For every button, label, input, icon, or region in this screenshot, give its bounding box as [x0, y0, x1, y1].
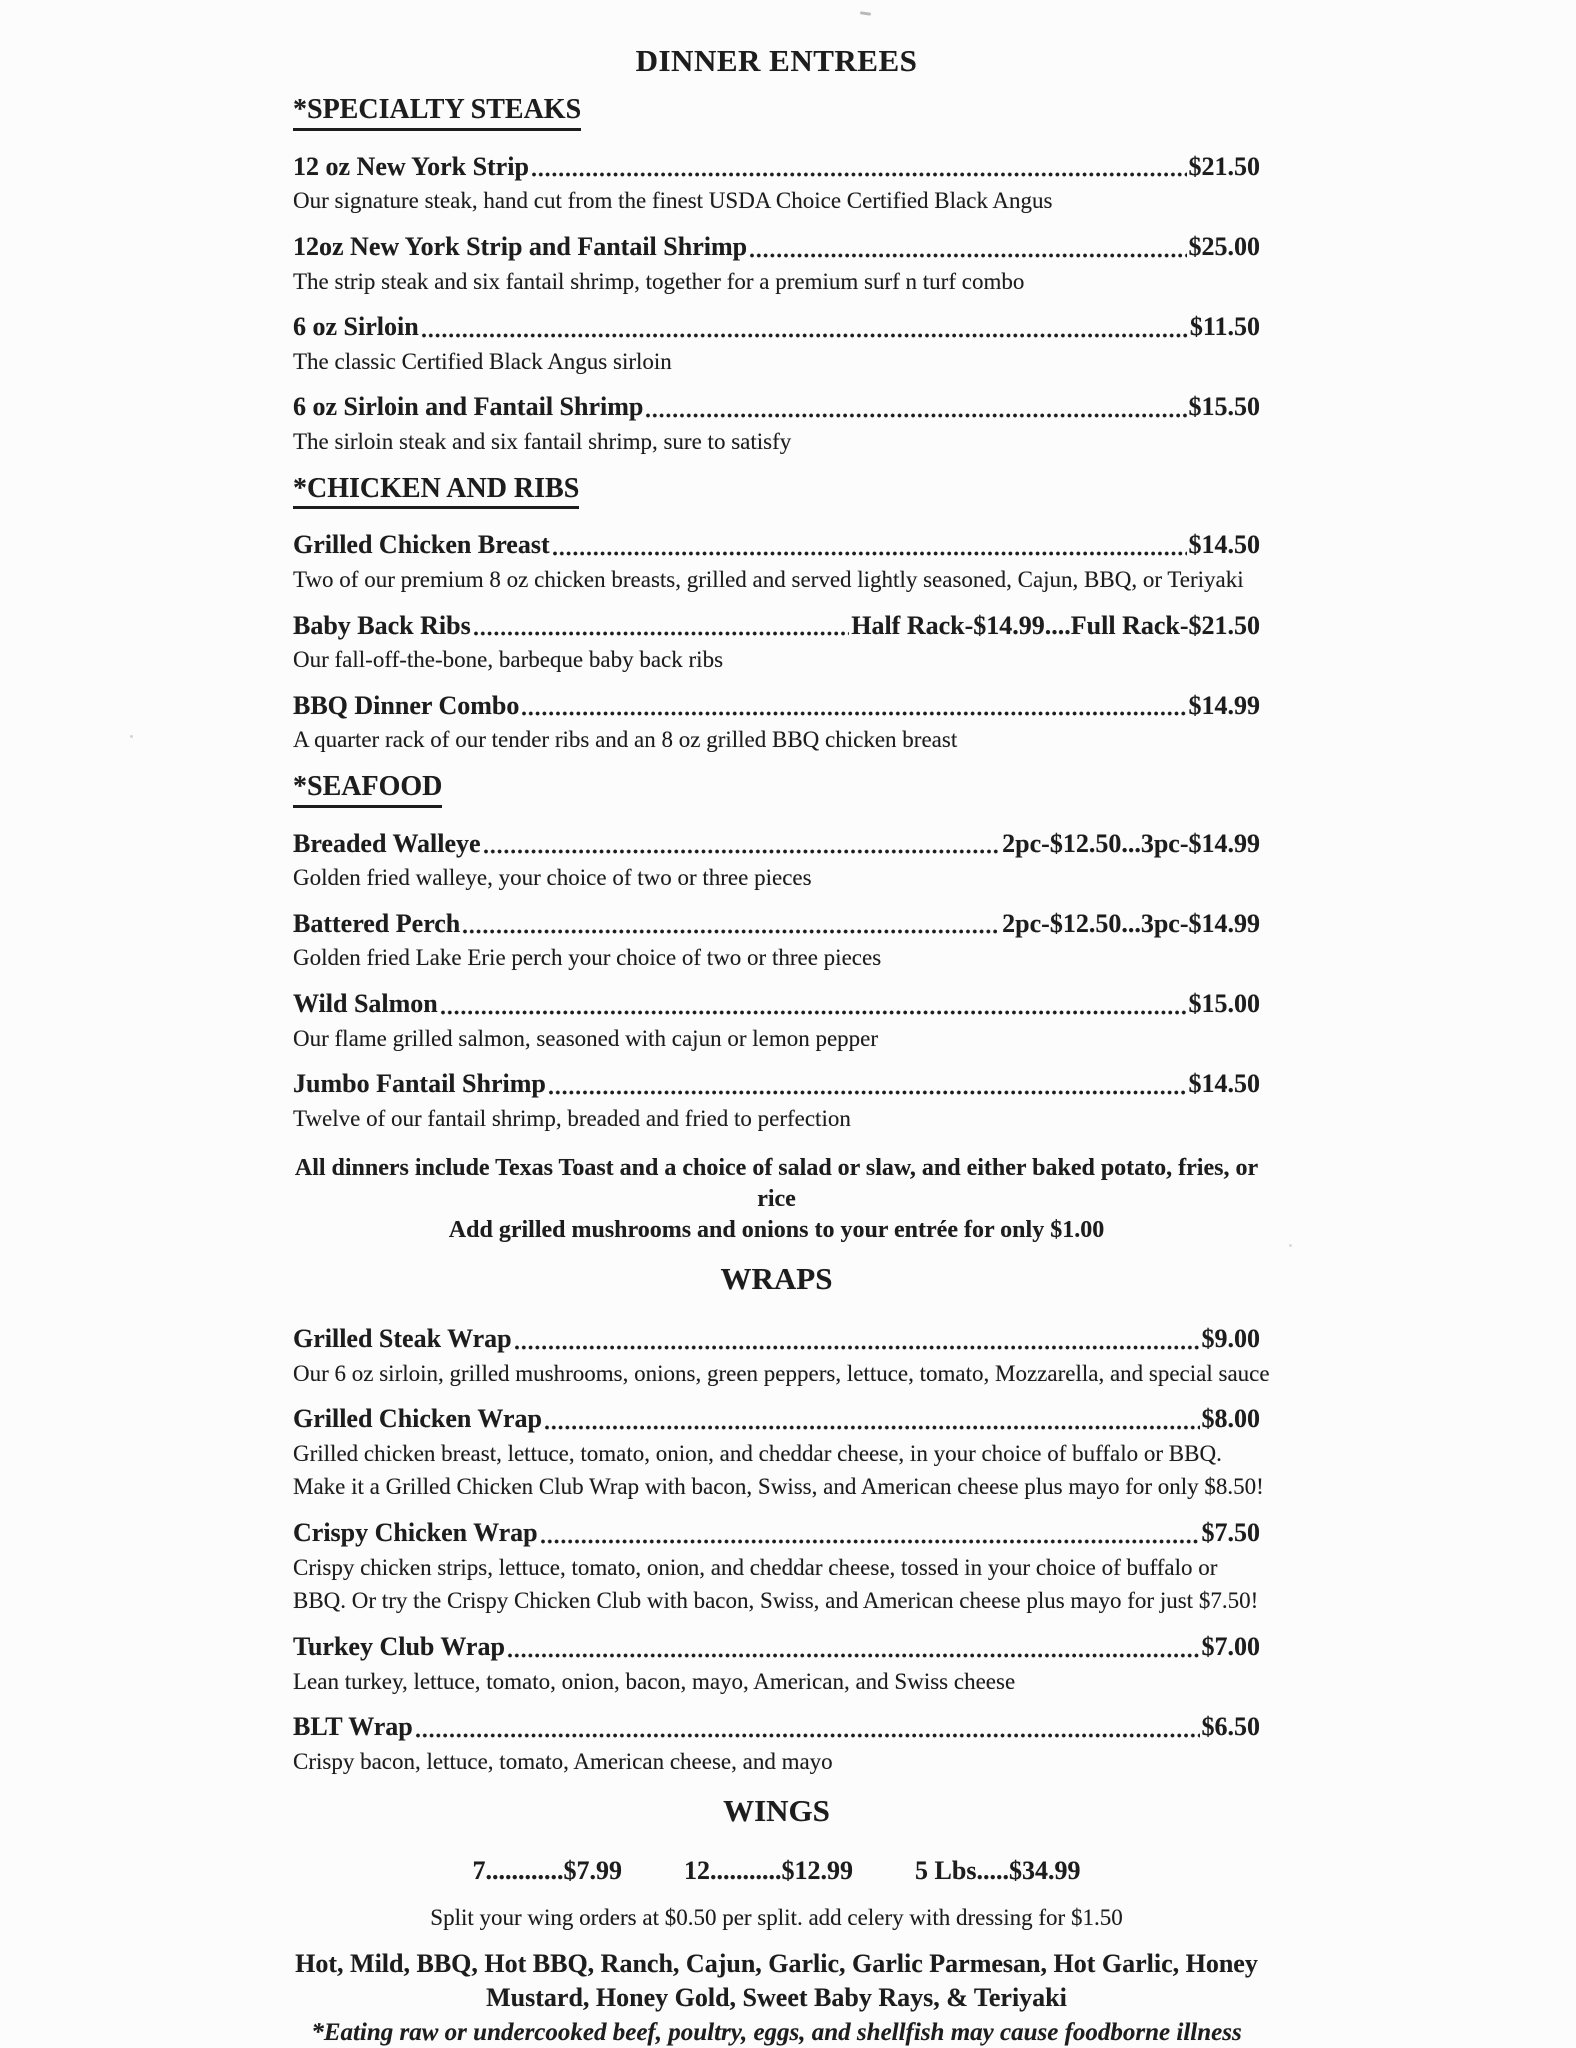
dinner-note — [293, 1153, 1260, 1247]
item-price: 2pc-$12.50...3pc-$14.99 — [1002, 828, 1260, 858]
scan-artifact — [1289, 1244, 1292, 1247]
menu-item — [293, 311, 1260, 377]
menu-item — [293, 1517, 1260, 1617]
wings-option-7: 7............$7.99 — [472, 1855, 623, 1885]
dotted-leader — [540, 1517, 1200, 1550]
scan-artifact — [130, 735, 133, 738]
dotted-leader — [514, 1323, 1200, 1356]
item-description: The strip steak and six fantail shrimp, together for a premium surf n turf combo — [293, 268, 1025, 294]
item-price: $15.50 — [1188, 392, 1260, 422]
item-name: 12 oz New York Strip — [293, 151, 529, 181]
item-description-line2: BBQ. Or try the Crispy Chicken Club with bacon, Swiss, and American cheese plus mayo for just $7.50! — [293, 1588, 1259, 1614]
dotted-leader — [552, 529, 1187, 562]
item-price: $7.50 — [1201, 1518, 1260, 1548]
menu-item — [293, 988, 1260, 1054]
item-description: Crispy bacon, lettuce, tomato, American cheese, and mayo — [293, 1748, 833, 1774]
item-price: 2pc-$12.50...3pc-$14.99 — [1002, 908, 1260, 938]
item-name: Battered Perch — [293, 908, 461, 938]
wings-split-note: Split your wing orders at $0.50 per split. add celery with dressing for $1.50 — [430, 1905, 1123, 1931]
item-name: Grilled Steak Wrap — [293, 1324, 512, 1354]
item-name: Wild Salmon — [293, 989, 438, 1019]
menu-item — [293, 1068, 1260, 1134]
dotted-leader — [749, 231, 1186, 264]
item-description: The classic Certified Black Angus sirloin — [293, 348, 672, 374]
item-name: Grilled Chicken Wrap — [293, 1404, 542, 1434]
section-seafood — [293, 770, 1260, 1135]
dinner-note-line1: All dinners include Texas Toast and a choice of salad or slaw, and either baked potato, fries, or rice — [294, 1154, 1259, 1212]
wings-sauce-list — [293, 1947, 1260, 2015]
wraps-title: WRAPS — [720, 1261, 833, 1297]
section-heading-seafood: *SEAFOOD — [293, 770, 442, 808]
item-price: $21.50 — [1188, 151, 1260, 181]
dotted-leader — [415, 1711, 1200, 1744]
dotted-leader — [507, 1631, 1200, 1664]
menu-item — [293, 828, 1260, 894]
menu-content — [293, 0, 1270, 2048]
item-description: Crispy chicken strips, lettuce, tomato, onion, and cheddar cheese, tossed in your choice of buffalo or — [293, 1554, 1218, 1580]
item-price: $6.50 — [1201, 1712, 1260, 1742]
section-heading-chicken-and-ribs: *CHICKEN AND RIBS — [293, 472, 579, 510]
item-price: $9.00 — [1201, 1324, 1260, 1354]
item-name: Grilled Chicken Breast — [293, 530, 550, 560]
menu-item — [293, 690, 1260, 756]
dotted-leader — [440, 988, 1187, 1021]
item-price: $14.99 — [1188, 690, 1260, 720]
page-title: DINNER ENTREES — [635, 43, 918, 78]
item-name: Crispy Chicken Wrap — [293, 1518, 538, 1548]
item-description: The sirloin steak and six fantail shrimp, sure to satisfy — [293, 428, 792, 454]
item-description: Golden fried walleye, your choice of two or three pieces — [293, 865, 812, 891]
item-name: 6 oz Sirloin — [293, 312, 419, 342]
menu-item — [293, 610, 1260, 676]
item-price: $8.00 — [1201, 1404, 1260, 1434]
dotted-leader — [483, 828, 1001, 861]
dotted-leader — [473, 610, 850, 643]
menu-item — [293, 1631, 1260, 1697]
item-description: A quarter rack of our tender ribs and an 8 oz grilled BBQ chicken breast — [293, 727, 958, 753]
item-description: Our flame grilled salmon, seasoned with cajun or lemon pepper — [293, 1025, 879, 1051]
food-safety-disclaimer: *Eating raw or undercooked beef, poultry, eggs, and shellfish may cause foodborne illness — [311, 2018, 1242, 2046]
item-price: $14.50 — [1188, 530, 1260, 560]
item-description: Our signature steak, hand cut from the finest USDA Choice Certified Black Angus — [293, 188, 1053, 214]
item-description: Golden fried Lake Erie perch your choice of two or three pieces — [293, 945, 882, 971]
section-heading-specialty-steaks: *SPECIALTY STEAKS — [293, 93, 581, 131]
menu-item — [293, 908, 1260, 974]
item-price: $15.00 — [1188, 989, 1260, 1019]
section-chicken-and-ribs — [293, 472, 1260, 756]
menu-item — [293, 1711, 1260, 1777]
item-price: Half Rack-$14.99....Full Rack-$21.50 — [851, 610, 1260, 640]
item-description: Our fall-off-the-bone, barbeque baby back ribs — [293, 647, 724, 673]
section-specialty-steaks — [293, 93, 1260, 458]
menu-item — [293, 1323, 1270, 1389]
dotted-leader — [531, 151, 1187, 184]
wings-title: WINGS — [723, 1792, 830, 1828]
item-name: Breaded Walleye — [293, 828, 481, 858]
item-description: Grilled chicken breast, lettuce, tomato, onion, and cheddar cheese, in your choice of buffalo or BBQ. — [293, 1440, 1222, 1466]
item-name: BBQ Dinner Combo — [293, 690, 520, 720]
item-description: Our 6 oz sirloin, grilled mushrooms, onions, green peppers, lettuce, tomato, Mozzarella, and special sauce — [293, 1360, 1270, 1386]
item-name: Baby Back Ribs — [293, 610, 471, 640]
menu-item — [293, 1403, 1264, 1503]
menu-item — [293, 391, 1260, 457]
item-description-line2: Make it a Grilled Chicken Club Wrap with bacon, Swiss, and American cheese plus mayo for only $8.50! — [293, 1474, 1264, 1500]
item-name: Turkey Club Wrap — [293, 1632, 505, 1662]
wings-option-12: 12...........$12.99 — [684, 1855, 854, 1885]
dotted-leader — [548, 1068, 1187, 1101]
item-description: Twelve of our fantail shrimp, breaded and fried to perfection — [293, 1105, 851, 1131]
sauce-list-line2: Mustard, Honey Gold, Sweet Baby Rays, & Teriyaki — [486, 1982, 1067, 2012]
item-name: Jumbo Fantail Shrimp — [293, 1069, 546, 1099]
item-description: Two of our premium 8 oz chicken breasts, grilled and served lightly seasoned, Cajun, BBQ, or Teriyaki — [293, 566, 1244, 592]
sauce-list-line1: Hot, Mild, BBQ, Hot BBQ, Ranch, Cajun, Garlic, Garlic Parmesan, Hot Garlic, Honey — [295, 1948, 1258, 1978]
item-price: $25.00 — [1188, 232, 1260, 262]
item-name: BLT Wrap — [293, 1712, 413, 1742]
section-wraps — [293, 1323, 1270, 1778]
menu-item — [293, 231, 1260, 297]
item-price: $7.00 — [1201, 1632, 1260, 1662]
dotted-leader — [421, 311, 1188, 344]
item-price: $11.50 — [1189, 312, 1260, 342]
dotted-leader — [645, 391, 1186, 424]
wings-option-5lbs: 5 Lbs.....$34.99 — [915, 1855, 1081, 1885]
menu-item — [293, 529, 1260, 595]
dotted-leader — [544, 1403, 1200, 1436]
dotted-leader — [462, 908, 1000, 941]
item-price: $14.50 — [1188, 1069, 1260, 1099]
dotted-leader — [521, 690, 1186, 723]
item-description: Lean turkey, lettuce, tomato, onion, bacon, mayo, American, and Swiss cheese — [293, 1668, 1016, 1694]
dinner-note-line2: Add grilled mushrooms and onions to your entrée for only $1.00 — [448, 1216, 1105, 1243]
item-name: 12oz New York Strip and Fantail Shrimp — [293, 232, 748, 262]
menu-item — [293, 151, 1260, 217]
wings-prices — [293, 1855, 1260, 1888]
item-name: 6 oz Sirloin and Fantail Shrimp — [293, 392, 644, 422]
